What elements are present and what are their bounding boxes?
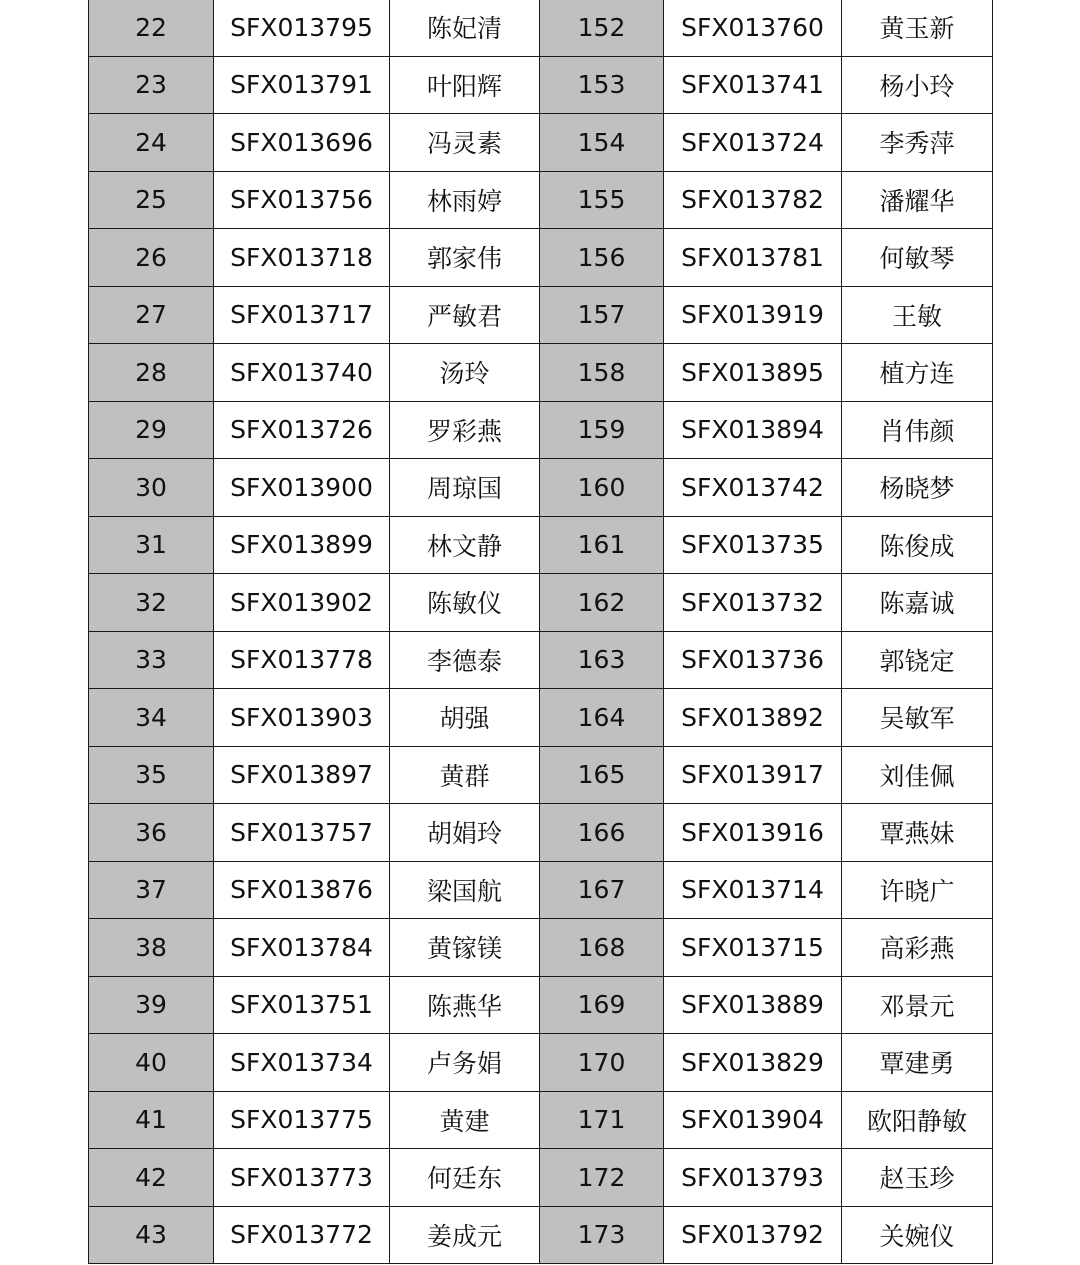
member-name-cell: 李德泰 [390, 631, 540, 689]
member-code-cell: SFX013889 [664, 976, 842, 1034]
member-code-cell: SFX013736 [664, 631, 842, 689]
table-row [89, 229, 993, 287]
table-row [89, 171, 993, 229]
row-number-cell: 171 [540, 1091, 664, 1149]
row-number-cell: 153 [540, 56, 664, 114]
member-code-cell: SFX013734 [214, 1034, 390, 1092]
member-name-cell: 汤玲 [390, 344, 540, 402]
member-code-cell: SFX013902 [214, 574, 390, 632]
member-name-cell: 刘佳佩 [842, 746, 993, 804]
row-number-cell: 31 [89, 516, 214, 574]
row-number-cell: 163 [540, 631, 664, 689]
row-number-cell: 152 [540, 0, 664, 56]
member-name-cell: 赵玉珍 [842, 1149, 993, 1207]
row-number-cell: 32 [89, 574, 214, 632]
row-number-cell: 28 [89, 344, 214, 402]
row-number-cell: 23 [89, 56, 214, 114]
table-row [89, 1091, 993, 1149]
row-number-cell: 38 [89, 919, 214, 977]
row-number-cell: 169 [540, 976, 664, 1034]
row-number-cell: 42 [89, 1149, 214, 1207]
row-number-cell: 154 [540, 114, 664, 172]
member-name-cell: 陈嘉诚 [842, 574, 993, 632]
row-number-cell: 161 [540, 516, 664, 574]
row-number-cell: 27 [89, 286, 214, 344]
table-row [89, 1149, 993, 1207]
member-name-cell: 植方连 [842, 344, 993, 402]
member-code-cell: SFX013793 [664, 1149, 842, 1207]
roster-table-body [89, 0, 993, 1264]
table-row [89, 1206, 993, 1264]
member-code-cell: SFX013892 [664, 689, 842, 747]
member-code-cell: SFX013784 [214, 919, 390, 977]
member-name-cell: 姜成元 [390, 1206, 540, 1264]
member-code-cell: SFX013791 [214, 56, 390, 114]
member-name-cell: 冯灵素 [390, 114, 540, 172]
member-name-cell: 潘耀华 [842, 171, 993, 229]
member-code-cell: SFX013904 [664, 1091, 842, 1149]
table-row [89, 804, 993, 862]
row-number-cell: 165 [540, 746, 664, 804]
member-name-cell: 高彩燕 [842, 919, 993, 977]
member-name-cell: 肖伟颜 [842, 401, 993, 459]
table-row [89, 746, 993, 804]
member-code-cell: SFX013895 [664, 344, 842, 402]
row-number-cell: 160 [540, 459, 664, 517]
member-name-cell: 杨小玲 [842, 56, 993, 114]
member-name-cell: 覃建勇 [842, 1034, 993, 1092]
member-code-cell: SFX013778 [214, 631, 390, 689]
row-number-cell: 43 [89, 1206, 214, 1264]
member-code-cell: SFX013757 [214, 804, 390, 862]
member-name-cell: 吴敏军 [842, 689, 993, 747]
table-row [89, 631, 993, 689]
member-code-cell: SFX013751 [214, 976, 390, 1034]
row-number-cell: 155 [540, 171, 664, 229]
member-code-cell: SFX013781 [664, 229, 842, 287]
member-code-cell: SFX013903 [214, 689, 390, 747]
row-number-cell: 22 [89, 0, 214, 56]
table-row [89, 286, 993, 344]
row-number-cell: 173 [540, 1206, 664, 1264]
member-code-cell: SFX013718 [214, 229, 390, 287]
row-number-cell: 158 [540, 344, 664, 402]
table-row [89, 459, 993, 517]
member-code-cell: SFX013742 [664, 459, 842, 517]
member-name-cell: 梁国航 [390, 861, 540, 919]
member-name-cell: 周琼国 [390, 459, 540, 517]
member-name-cell: 叶阳辉 [390, 56, 540, 114]
row-number-cell: 40 [89, 1034, 214, 1092]
member-name-cell: 陈燕华 [390, 976, 540, 1034]
member-code-cell: SFX013792 [664, 1206, 842, 1264]
member-name-cell: 覃燕妹 [842, 804, 993, 862]
member-name-cell: 李秀萍 [842, 114, 993, 172]
row-number-cell: 156 [540, 229, 664, 287]
member-name-cell: 黄玉新 [842, 0, 993, 56]
member-name-cell: 胡强 [390, 689, 540, 747]
member-name-cell: 邓景元 [842, 976, 993, 1034]
row-number-cell: 166 [540, 804, 664, 862]
member-code-cell: SFX013919 [664, 286, 842, 344]
member-code-cell: SFX013772 [214, 1206, 390, 1264]
member-code-cell: SFX013740 [214, 344, 390, 402]
member-name-cell: 陈俊成 [842, 516, 993, 574]
member-code-cell: SFX013773 [214, 1149, 390, 1207]
member-name-cell: 林文静 [390, 516, 540, 574]
row-number-cell: 34 [89, 689, 214, 747]
member-code-cell: SFX013900 [214, 459, 390, 517]
table-row [89, 0, 993, 56]
table-row [89, 401, 993, 459]
member-name-cell: 胡娟玲 [390, 804, 540, 862]
row-number-cell: 172 [540, 1149, 664, 1207]
row-number-cell: 170 [540, 1034, 664, 1092]
member-code-cell: SFX013715 [664, 919, 842, 977]
table-row [89, 689, 993, 747]
member-name-cell: 王敏 [842, 286, 993, 344]
member-name-cell: 陈敏仪 [390, 574, 540, 632]
member-code-cell: SFX013795 [214, 0, 390, 56]
member-name-cell: 严敏君 [390, 286, 540, 344]
table-row [89, 574, 993, 632]
member-name-cell: 郭家伟 [390, 229, 540, 287]
member-code-cell: SFX013876 [214, 861, 390, 919]
member-code-cell: SFX013696 [214, 114, 390, 172]
row-number-cell: 29 [89, 401, 214, 459]
table-row [89, 919, 993, 977]
row-number-cell: 26 [89, 229, 214, 287]
member-name-cell: 黄镓镁 [390, 919, 540, 977]
table-row [89, 56, 993, 114]
row-number-cell: 33 [89, 631, 214, 689]
table-row [89, 861, 993, 919]
row-number-cell: 37 [89, 861, 214, 919]
member-code-cell: SFX013724 [664, 114, 842, 172]
row-number-cell: 164 [540, 689, 664, 747]
member-name-cell: 陈妃清 [390, 0, 540, 56]
member-code-cell: SFX013775 [214, 1091, 390, 1149]
row-number-cell: 39 [89, 976, 214, 1034]
row-number-cell: 36 [89, 804, 214, 862]
member-name-cell: 欧阳静敏 [842, 1091, 993, 1149]
member-name-cell: 何廷东 [390, 1149, 540, 1207]
member-code-cell: SFX013916 [664, 804, 842, 862]
row-number-cell: 25 [89, 171, 214, 229]
member-name-cell: 何敏琴 [842, 229, 993, 287]
table-row [89, 1034, 993, 1092]
member-name-cell: 杨晓梦 [842, 459, 993, 517]
table-row [89, 516, 993, 574]
row-number-cell: 168 [540, 919, 664, 977]
member-code-cell: SFX013829 [664, 1034, 842, 1092]
member-name-cell: 卢务娟 [390, 1034, 540, 1092]
row-number-cell: 30 [89, 459, 214, 517]
member-name-cell: 黄建 [390, 1091, 540, 1149]
member-code-cell: SFX013732 [664, 574, 842, 632]
member-code-cell: SFX013760 [664, 0, 842, 56]
row-number-cell: 162 [540, 574, 664, 632]
roster-table [88, 0, 993, 1264]
member-name-cell: 许晓广 [842, 861, 993, 919]
row-number-cell: 167 [540, 861, 664, 919]
table-row [89, 114, 993, 172]
row-number-cell: 157 [540, 286, 664, 344]
member-code-cell: SFX013782 [664, 171, 842, 229]
member-code-cell: SFX013735 [664, 516, 842, 574]
member-name-cell: 郭铙定 [842, 631, 993, 689]
member-code-cell: SFX013741 [664, 56, 842, 114]
member-code-cell: SFX013756 [214, 171, 390, 229]
member-code-cell: SFX013894 [664, 401, 842, 459]
member-code-cell: SFX013917 [664, 746, 842, 804]
member-name-cell: 关婉仪 [842, 1206, 993, 1264]
member-name-cell: 林雨婷 [390, 171, 540, 229]
member-name-cell: 罗彩燕 [390, 401, 540, 459]
table-row [89, 344, 993, 402]
table-row [89, 976, 993, 1034]
member-code-cell: SFX013726 [214, 401, 390, 459]
row-number-cell: 35 [89, 746, 214, 804]
member-name-cell: 黄群 [390, 746, 540, 804]
row-number-cell: 41 [89, 1091, 214, 1149]
row-number-cell: 24 [89, 114, 214, 172]
member-code-cell: SFX013714 [664, 861, 842, 919]
member-code-cell: SFX013899 [214, 516, 390, 574]
member-code-cell: SFX013897 [214, 746, 390, 804]
row-number-cell: 159 [540, 401, 664, 459]
member-code-cell: SFX013717 [214, 286, 390, 344]
